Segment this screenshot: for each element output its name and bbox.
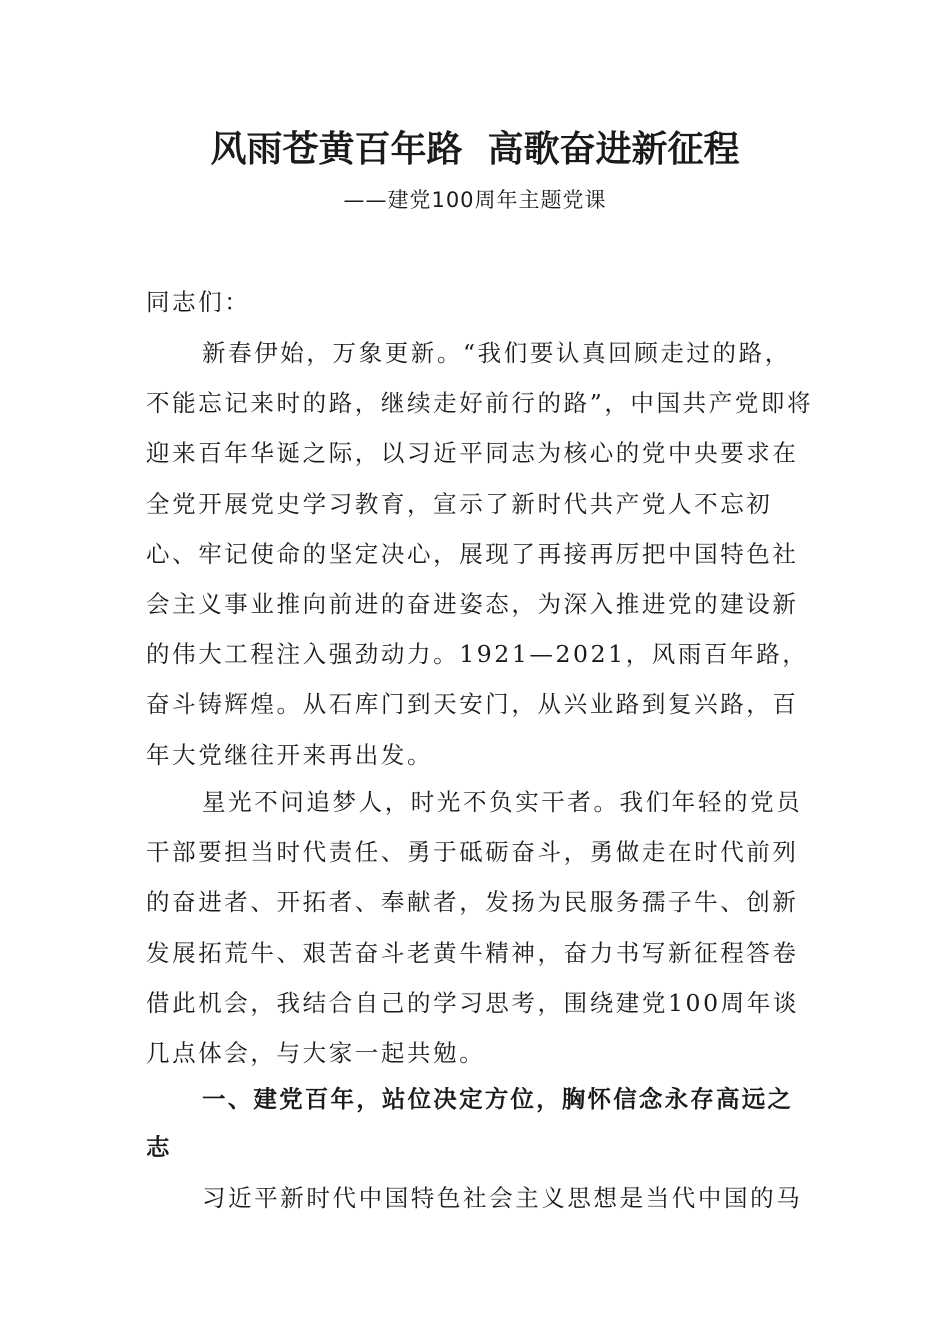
paragraph-text: 新春伊始，万象更新。“我们要认真回顾走过的路，不能忘记来时的路，继续走好前行的路”，中国共产党即将迎来百年华诞之际，以习近平同志为核心的党中央要求在全党开展党史学习教育，宣示了新时代共产党人不忘初心、牢记使命的坚定决心，展现了再接再厉把中国特色社会主义事业推向前进的奋进姿态，为深入推进党的建设新的伟大工程注入强劲动力。1921—2021，风雨百年路，奋斗铸辉煌。从石库门到天安门，从兴业路到复兴路，百年大党继往开来再出发。 xyxy=(146,339,814,769)
body-paragraph-2 xyxy=(146,777,814,1078)
salutation: 同志们： xyxy=(146,288,251,316)
section-paragraph xyxy=(146,1173,814,1223)
paragraph-text: 星光不问追梦人，时光不负实干者。我们年轻的党员干部要担当时代责任、勇于砥砺奋斗，勇做走在时代前列的奋进者、开拓者、奉献者，发扬为民服务孺子牛、创新发展拓荒牛、艰苦奋斗老黄牛精神，奋力书写新征程答卷借此机会，我结合自己的学习思考，围绕建党100周年谈几点体会，与大家一起共勉。 xyxy=(146,788,803,1068)
section-heading: 一、建党百年，站位决定方位，胸怀信念永存高远之志 xyxy=(146,1085,794,1161)
document-title: 风雨苍黄百年路 高歌奋进新征程 xyxy=(210,128,740,170)
document-subtitle: ——建党100周年主题党课 xyxy=(343,188,607,212)
paragraph-text: 习近平新时代中国特色社会主义思想是当代中国的马 xyxy=(202,1184,803,1212)
body-paragraph-1 xyxy=(146,328,814,780)
